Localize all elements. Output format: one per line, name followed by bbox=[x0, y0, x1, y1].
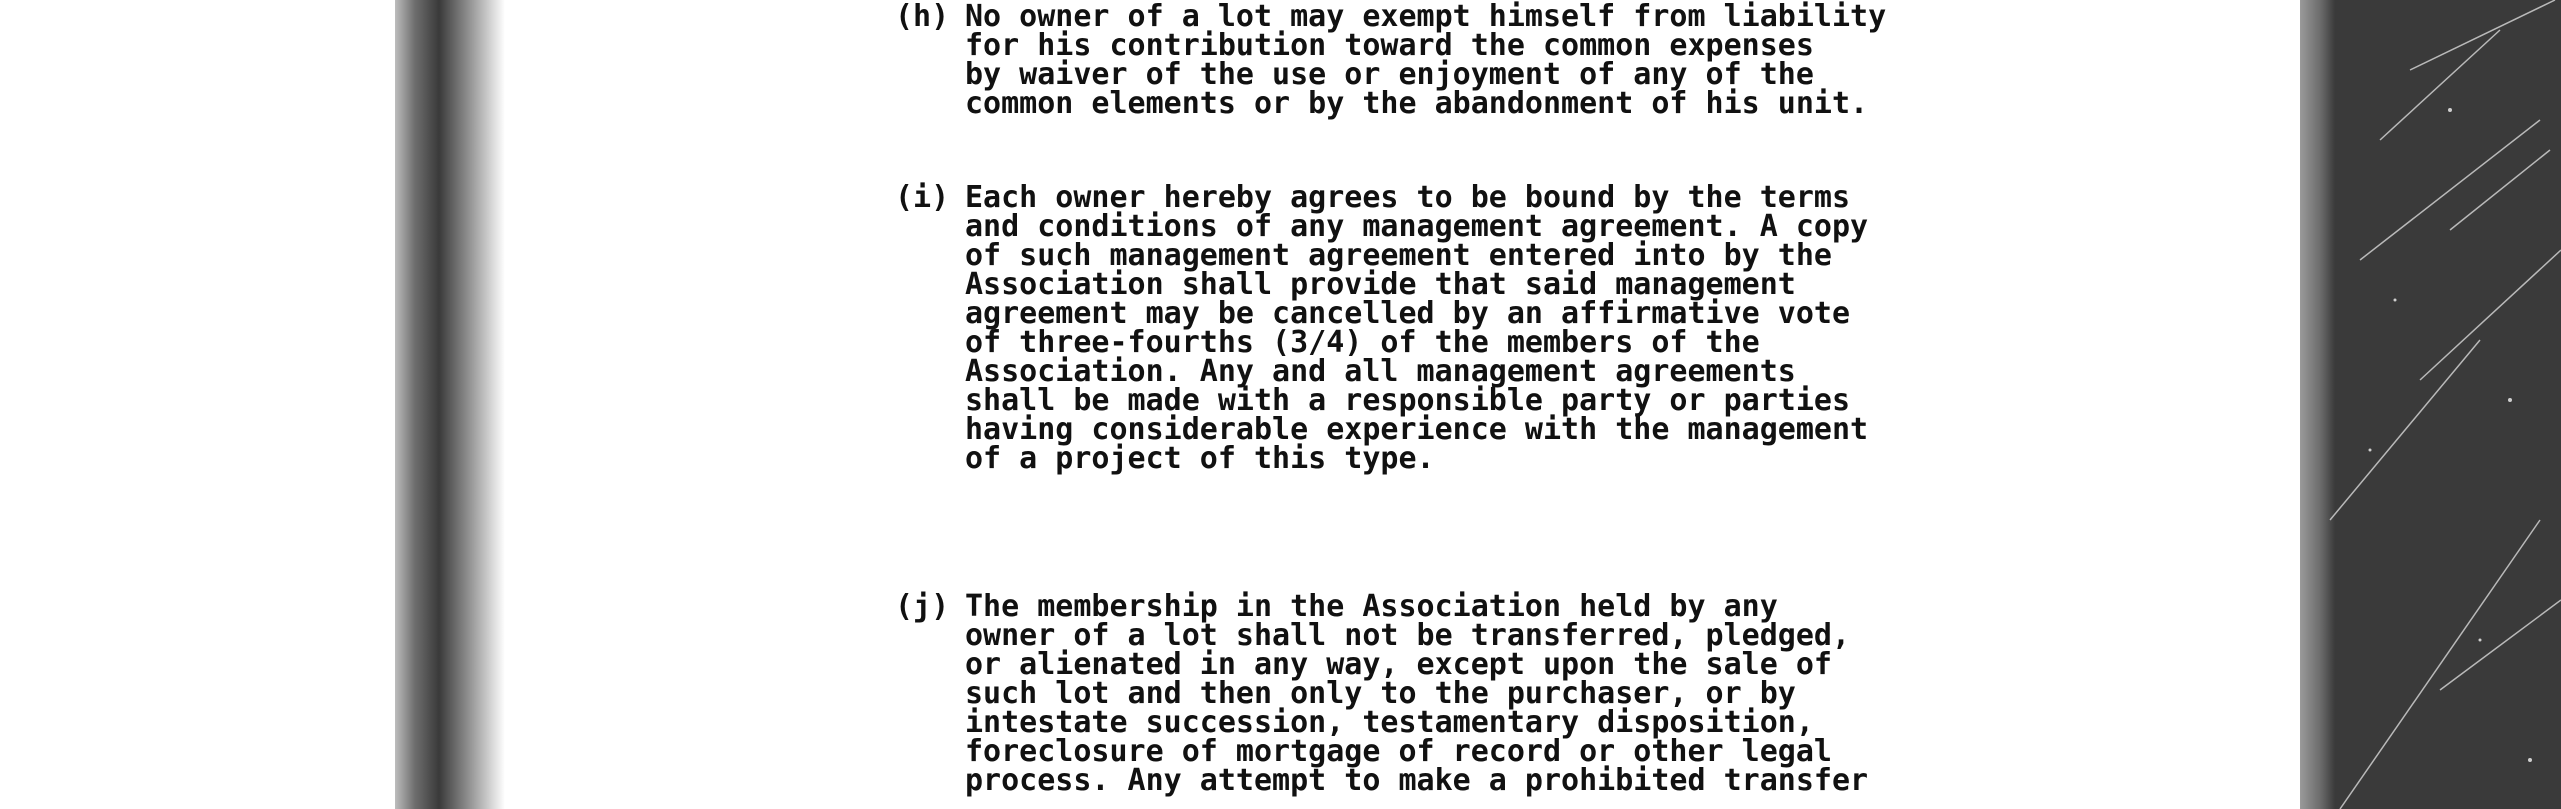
clause-j bbox=[895, 589, 2265, 798]
clause-line: agreement may be cancelled by an affirmative vote bbox=[965, 296, 1851, 331]
clause-line: The membership in the Association held by any bbox=[965, 589, 1778, 624]
clause-label: (i) bbox=[895, 180, 950, 215]
clause-line: Association shall provide that said management bbox=[965, 267, 1796, 302]
clause-line: of three-fourths (3/4) of the members of the bbox=[965, 325, 1760, 360]
clause-label: (h) bbox=[895, 0, 950, 34]
clause-label: (j) bbox=[895, 589, 950, 624]
clause-i bbox=[895, 180, 2265, 476]
clause-line: of such management agreement entered into by the bbox=[965, 238, 1832, 273]
clause-line: having considerable experience with the management bbox=[965, 412, 1869, 447]
clause-line: common elements or by the abandonment of his unit. bbox=[965, 86, 1869, 121]
clause-line: Association. Any and all management agreements bbox=[965, 354, 1796, 389]
scan-right-edge bbox=[2300, 0, 2561, 809]
clause-line: owner of a lot shall not be transferred, pledged, bbox=[965, 618, 1851, 653]
clause-line: foreclosure of mortgage of record or other legal bbox=[965, 734, 1832, 769]
clause-line: shall be made with a responsible party or parties bbox=[965, 383, 1851, 418]
clause-line: No owner of a lot may exempt himself from liability bbox=[965, 0, 1887, 34]
scan-left-edge bbox=[395, 0, 505, 809]
clause-line: by waiver of the use or enjoyment of any of the bbox=[965, 57, 1814, 92]
clause-line: for his contribution toward the common expenses bbox=[965, 28, 1814, 63]
clause-line: of a project of this type. bbox=[965, 441, 1435, 476]
clause-line: process. Any attempt to make a prohibited transfer bbox=[965, 763, 1869, 798]
clause-h bbox=[895, 0, 2265, 121]
clause-line: Each owner hereby agrees to be bound by the terms bbox=[965, 180, 1851, 215]
clause-line: or alienated in any way, except upon the sale of bbox=[965, 647, 1832, 682]
clause-line: intestate succession, testamentary disposition, bbox=[965, 705, 1814, 740]
clause-line: such lot and then only to the purchaser, or by bbox=[965, 676, 1796, 711]
clause-line: and conditions of any management agreement. A copy bbox=[965, 209, 1869, 244]
